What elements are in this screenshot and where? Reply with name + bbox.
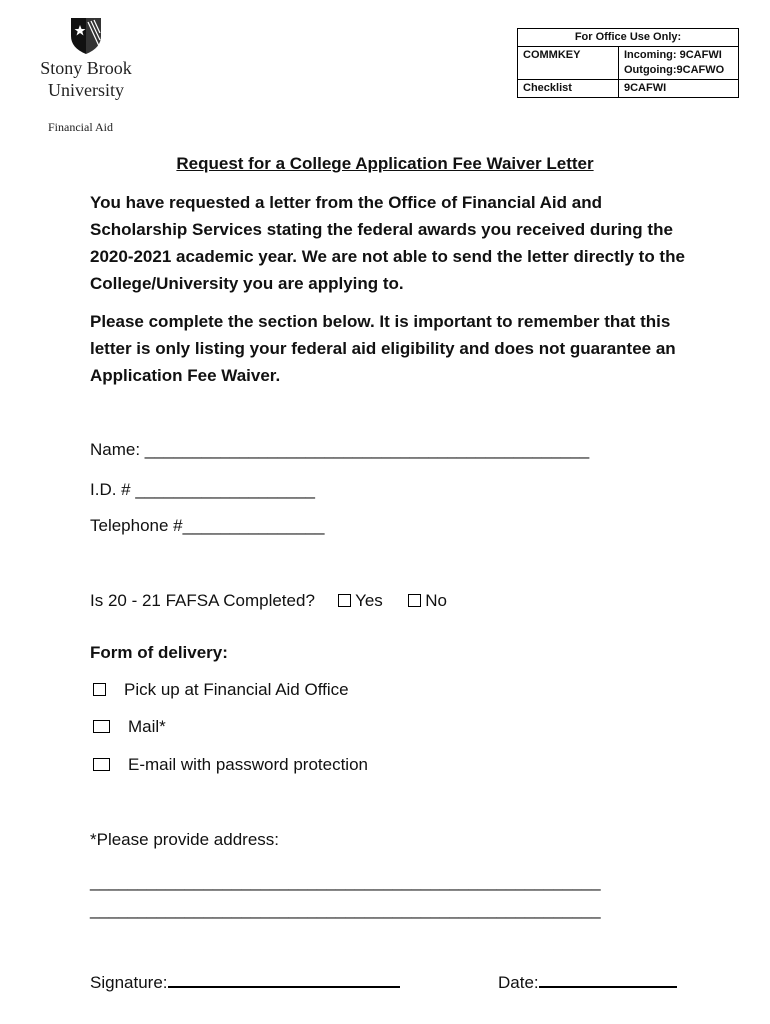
pickup-label: Pick up at Financial Aid Office [124, 680, 349, 699]
mail-label: Mail* [128, 717, 166, 736]
intro-paragraph: You have requested a letter from the Office of Financial Aid and Scholarship Services stating the federal awards you received during the 2020-2021 academic year. We are not able to send the letter directly to the College/University you are applying to. [90, 193, 685, 293]
fafsa-yes-checkbox[interactable] [338, 594, 351, 607]
email-label: E-mail with password protection [128, 755, 368, 774]
address-label: *Please provide address: [90, 830, 280, 849]
delivery-option-pickup[interactable] [93, 680, 349, 700]
pickup-checkbox[interactable] [93, 683, 106, 696]
date-label: Date: [498, 973, 539, 992]
delivery-heading: Form of delivery: [90, 643, 228, 662]
signature-label: Signature: [90, 973, 168, 992]
checklist-label: Checklist [518, 80, 619, 98]
logo-name-line2: University [48, 80, 124, 100]
shield-logo-icon [69, 16, 103, 56]
commkey-label: COMMKEY [518, 47, 619, 80]
address-line-1[interactable]: ______________________________________________________ [90, 872, 601, 891]
delivery-option-email[interactable] [93, 755, 368, 775]
fafsa-no-label: No [425, 591, 447, 610]
signature-row [90, 970, 400, 993]
fafsa-question: Is 20 - 21 FAFSA Completed? [90, 591, 315, 610]
fafsa-yes-label: Yes [355, 591, 383, 610]
document-title: Request for a College Application Fee Waiver Letter [176, 154, 594, 173]
id-field[interactable]: I.D. # ___________________ [90, 480, 315, 499]
address-line-2[interactable]: ______________________________________________________ [90, 900, 601, 919]
mail-checkbox[interactable] [93, 720, 110, 733]
name-field[interactable]: Name: _______________________________________________ [90, 440, 590, 459]
instructions-paragraph: Please complete the section below. It is important to remember that this letter is only listing your federal aid eligibility and does not guarantee an Application Fee Waiver. [90, 312, 676, 385]
checklist-value: 9CAFWI [619, 80, 739, 98]
office-use-table [517, 28, 739, 98]
university-logo [36, 16, 136, 135]
telephone-field[interactable]: Telephone #_______________ [90, 516, 325, 535]
fafsa-question-row [90, 591, 447, 611]
date-row [498, 970, 677, 993]
outgoing-code: Outgoing:9CAFWO [624, 64, 725, 76]
email-checkbox[interactable] [93, 758, 110, 771]
fafsa-no-checkbox[interactable] [408, 594, 421, 607]
incoming-code: Incoming: 9CAFWI [624, 49, 722, 61]
date-line[interactable] [539, 970, 677, 988]
logo-department: Financial Aid [48, 120, 113, 134]
office-use-heading: For Office Use Only: [518, 29, 739, 47]
delivery-option-mail[interactable] [93, 717, 166, 737]
logo-name-line1: Stony Brook [40, 58, 132, 78]
commkey-values [619, 47, 739, 80]
signature-line[interactable] [168, 970, 400, 988]
